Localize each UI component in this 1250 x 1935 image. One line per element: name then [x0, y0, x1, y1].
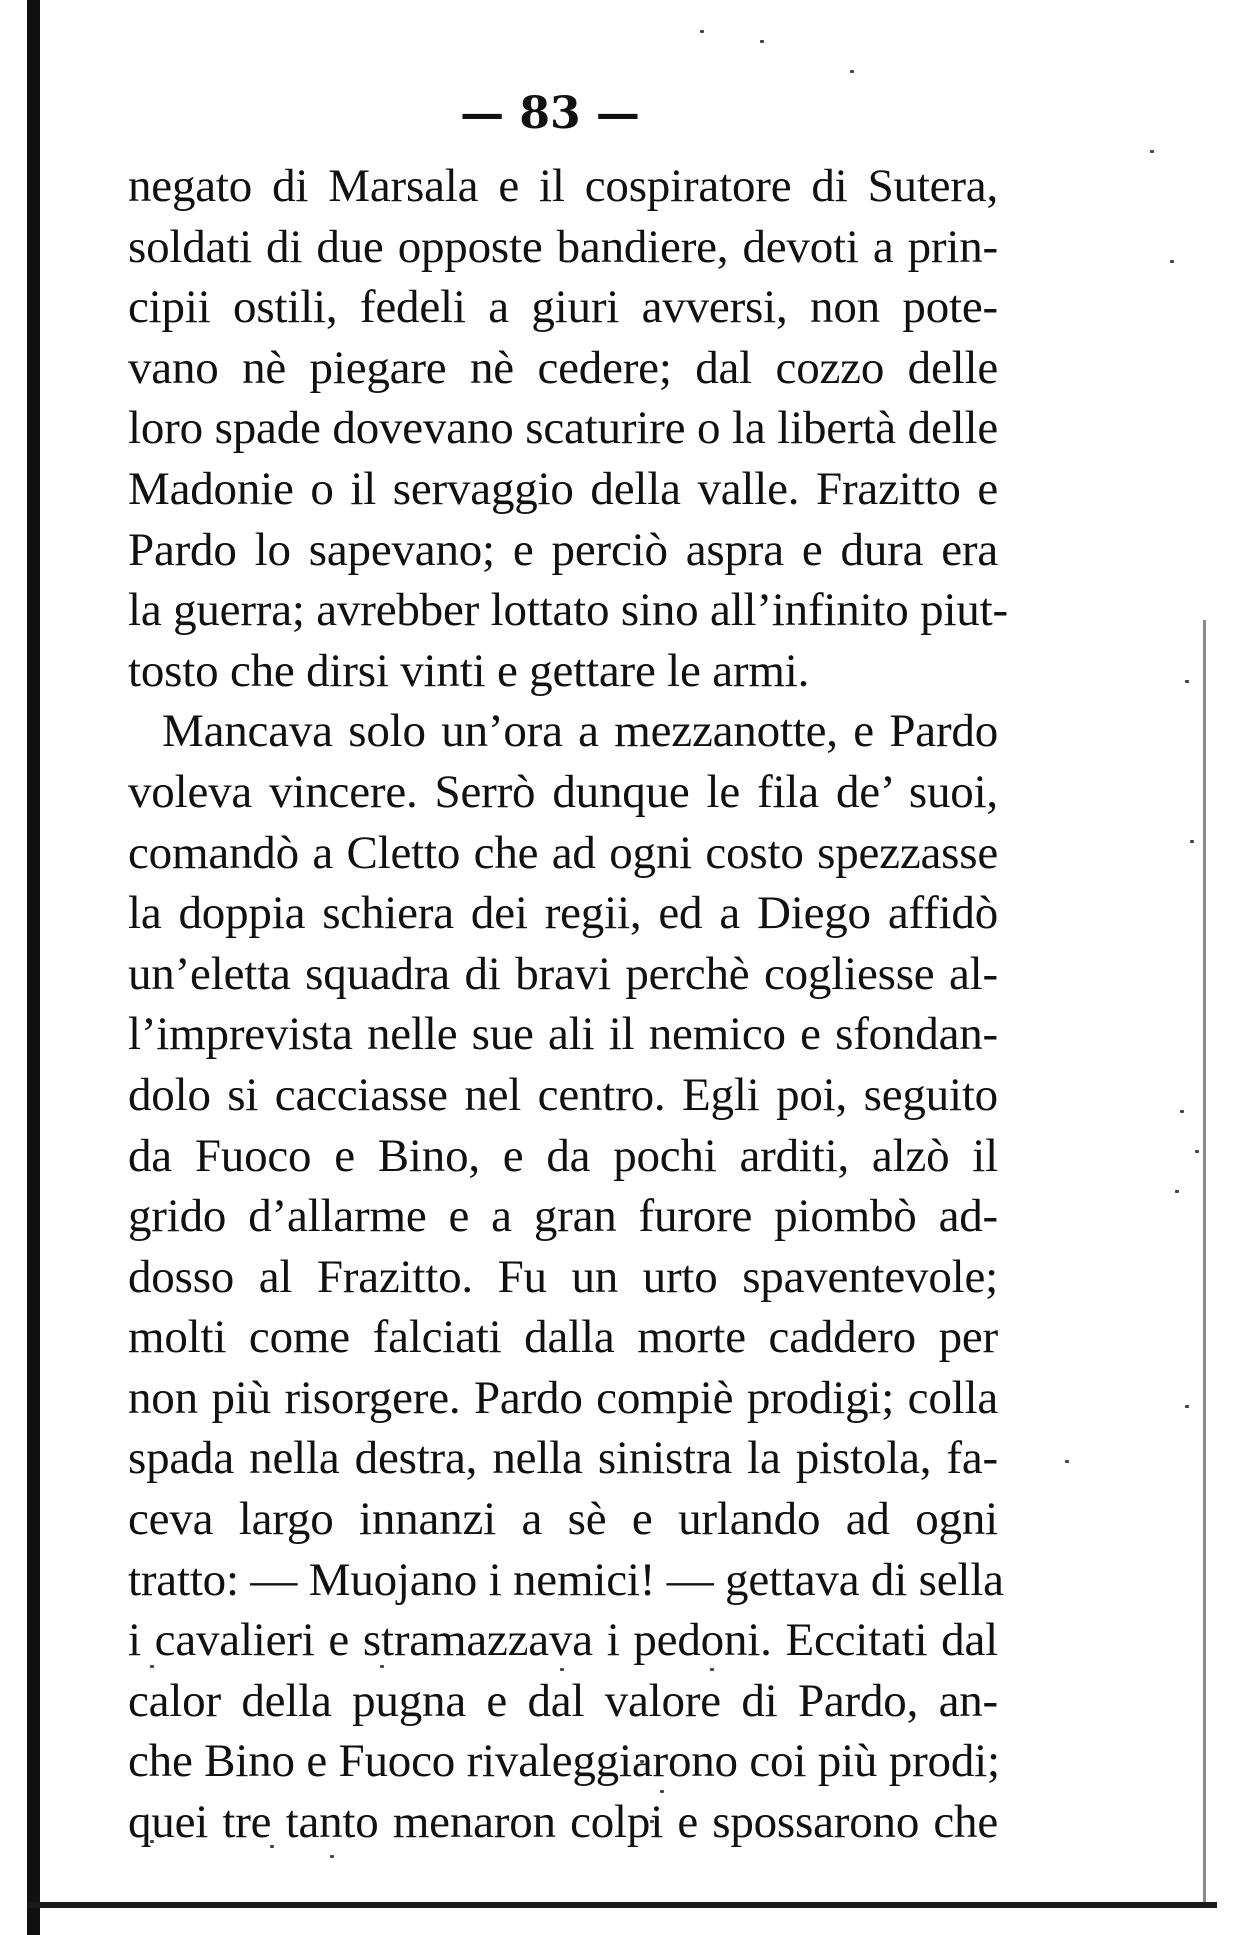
- bottom-edge-shadow: [27, 1902, 1217, 1908]
- right-page-edge: [1203, 620, 1206, 1905]
- text-line: soldati di due opposte bandiere, devoti a prin-: [128, 220, 998, 273]
- text-line: vano nè piegare nè cedere; dal cozzo delle: [128, 341, 998, 394]
- text-line: i cavalieri e stramazzava i pedoni. Eccitati dal: [128, 1614, 998, 1667]
- text-line: negato di Marsala e il cospiratore di Sutera,: [128, 160, 998, 212]
- text-line: voleva vincere. Serrò dunque le fila de’ suoi,: [128, 765, 998, 818]
- text-line: calor della pugna e dal valore di Pardo, an-: [128, 1674, 998, 1727]
- body-text: [128, 156, 1008, 1853]
- text-line: grido d’allarme e a gran furore piombò ad-: [128, 1190, 998, 1243]
- text-line: tratto: — Muojano i nemici! — gettava di sella: [128, 1553, 1004, 1606]
- page-number: — 83 —: [460, 88, 640, 139]
- paragraph-2: [128, 701, 1004, 1852]
- paragraph-1: [128, 156, 1008, 701]
- text-line: da Fuoco e Bino, e da pochi arditi, alzò il: [128, 1129, 998, 1182]
- text-line: non più risorgere. Pardo compiè prodigi; colla: [128, 1371, 998, 1424]
- text-line: quei tre tanto menaron colpi e spossarono che: [128, 1796, 998, 1849]
- text-line: molti come falciati dalla morte caddero per: [128, 1311, 998, 1364]
- text-line: spada nella destra, nella sinistra la pistola, fa-: [128, 1432, 998, 1485]
- text-line: la guerra; avrebber lottato sino all’infinito piut-: [128, 584, 1008, 637]
- text-line: Mancava solo un’ora a mezzanotte, e Pardo: [162, 705, 998, 758]
- text-line: Pardo lo sapevano; e perciò aspra e dura era: [128, 523, 998, 576]
- text-line: dolo si cacciasse nel centro. Egli poi, seguito: [128, 1068, 998, 1121]
- text-line: la doppia schiera dei regii, ed a Diego affidò: [128, 887, 998, 940]
- binding-edge-shadow: [27, 0, 40, 1935]
- text-line: comandò a Cletto che ad ogni costo spezzasse: [128, 826, 998, 879]
- text-line: loro spade dovevano scaturire o la libertà delle: [128, 402, 998, 455]
- text-line: dosso al Frazitto. Fu un urto spaventevole;: [128, 1250, 998, 1303]
- text-line: che Bino e Fuoco rivaleggiarono coi più prodi;: [128, 1735, 1000, 1788]
- text-line: un’eletta squadra di bravi perchè cogliesse al-: [128, 947, 998, 1000]
- text-line: Madonie o il servaggio della valle. Frazitto e: [128, 462, 998, 515]
- text-line: ceva largo innanzi a sè e urlando ad ogni: [128, 1493, 998, 1546]
- text-line: cipii ostili, fedeli a giuri avversi, non pote-: [128, 281, 998, 334]
- text-line: tosto che dirsi vinti e gettare le armi.: [128, 644, 810, 697]
- text-line: l’imprevista nelle sue ali il nemico e sfondan-: [128, 1008, 998, 1061]
